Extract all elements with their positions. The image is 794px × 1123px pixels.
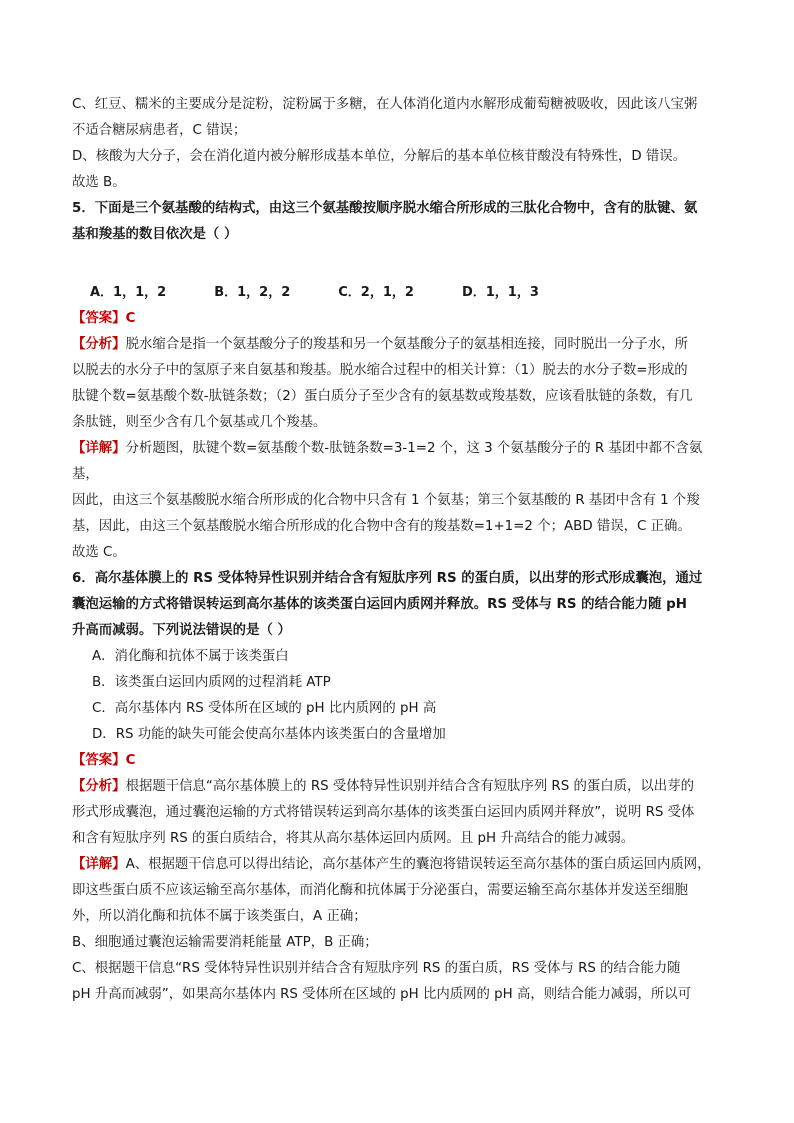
q6-detail-line6: pH 升高而减弱”，如果高尔基体内 RS 受体所在区域的 pH 比内质网的 pH 高，则结合能力减弱，所以可 <box>72 987 692 1002</box>
q6-detail-line3: 外，所以消化酶和抗体不属于该类蛋白，A 正确； <box>72 909 367 924</box>
q5-stem-line2: 基和羧基的数目依次是（ ） <box>72 227 238 242</box>
q5-detail-line3: 基，因此，由这三个氨基酸脱水缩合所形成的化合物中含有的羧基数=1+1=2 个；ABD 错误，C 正确。 <box>72 519 691 534</box>
q5-detail-line2: 因此，由这三个氨基酸脱水缩合所形成的化合物中只含有 1 个氨基；第三个氨基酸的 R 基团中含有 1 个羧 <box>72 493 700 508</box>
q6-analysis-label: 【分析】 <box>72 779 126 794</box>
structure-figure-space <box>72 248 724 274</box>
q6-option-a: A．消化酶和抗体不属于该类蛋白 <box>92 649 289 664</box>
q5-detail-text1: 分析题图，肽键个数=氨基酸个数-肽链条数=3-1=2 个，这 3 个氨基酸分子的 R 基团中都不含氨基， <box>72 441 703 482</box>
prev-option-d: D、核酸为大分子，会在消化道内被分解形成基本单位，分解后的基本单位核苷酸没有特殊性，D 错误。 <box>72 149 687 164</box>
q5-analysis-line3: 肽键个数=氨基酸个数-肽链条数；（2）蛋白质分子至少含有的氨基数或羧基数，应该看肽链的条数，有几 <box>72 389 693 404</box>
q6-stem-line2: 囊泡运输的方式将错误转运到高尔基体的该类蛋白运回内质网并释放。RS 受体与 RS 的结合能力随 pH <box>72 597 687 612</box>
q6-answer-label: 【答案】 <box>72 753 126 768</box>
q6-detail-line5: C、根据题干信息“RS 受体特异性识别并结合含有短肽序列 RS 的蛋白质，RS 受体与 RS 的结合能力随 <box>72 961 681 976</box>
document-content <box>72 92 724 1008</box>
q5-answer <box>72 306 724 332</box>
q6-analysis-line2: 形式形成囊泡，通过囊泡运输的方式将错误转运到高尔基体的该类蛋白运回内质网并释放”，说明 RS 受体 <box>72 805 695 820</box>
q5-option-b: B．1，2，2 <box>214 285 291 300</box>
q5-analysis-label: 【分析】 <box>72 337 126 352</box>
prev-choose: 故选 B。 <box>72 175 126 190</box>
q6-option-b: B．该类蛋白运回内质网的过程消耗 ATP <box>92 675 331 690</box>
q6-detail-line2: 即这些蛋白质不应该运输至高尔基体，而消化酶和抗体属于分泌蛋白，需要运输至高尔基体并发送至细胞 <box>72 883 688 898</box>
q5-answer-value: C <box>125 311 136 326</box>
q5-option-d: D．1，1，3 <box>461 285 539 300</box>
q5-option-a: A．1，1，2 <box>90 285 167 300</box>
q5-analysis-line1 <box>72 332 724 358</box>
q5-analysis-text1: 脱水缩合是指一个氨基酸分子的羧基和另一个氨基酸分子的氨基相连接，同时脱出一分子水，所 <box>125 337 688 352</box>
q6-stem-line1: 6．高尔基体膜上的 RS 受体特异性识别并结合含有短肽序列 RS 的蛋白质，以出芽的形式形成囊泡，通过 <box>72 571 703 586</box>
q6-answer-value: C <box>125 753 136 768</box>
q5-answer-label: 【答案】 <box>72 311 126 326</box>
q5-choose: 故选 C。 <box>72 545 126 560</box>
q6-option-d: D．RS 功能的缺失可能会使高尔基体内该类蛋白的含量增加 <box>92 727 446 742</box>
q6-answer <box>72 748 724 774</box>
q5-option-c: C．2，1，2 <box>338 285 414 300</box>
q6-detail-label: 【详解】 <box>72 857 126 872</box>
q6-detail-text1: A、根据题干信息可以得出结论，高尔基体产生的囊泡将错误转运至高尔基体的蛋白质运回内质网， <box>125 857 711 872</box>
q5-analysis-line4: 条肽链，则至少含有几个氨基或几个羧基。 <box>72 415 327 430</box>
q6-stem-line3: 升高而减弱。下列说法错误的是（ ） <box>72 623 291 638</box>
q6-detail-line1 <box>72 852 724 878</box>
q5-detail-line1 <box>72 436 724 488</box>
q6-analysis-line1 <box>72 774 724 800</box>
prev-option-c-line1: C、红豆、糯米的主要成分是淀粉，淀粉属于多糖，在人体消化道内水解形成葡萄糖被吸收，因此该八宝粥 <box>72 97 698 112</box>
prev-option-c-line2: 不适合糖尿病患者，C 错误； <box>72 123 247 138</box>
q5-options <box>90 280 724 306</box>
q6-option-c: C．高尔基体内 RS 受体所在区域的 pH 比内质网的 pH 高 <box>92 701 437 716</box>
q6-analysis-text1: 根据题干信息“高尔基体膜上的 RS 受体特异性识别并结合含有短肽序列 RS 的蛋白质，以出芽的 <box>125 779 694 794</box>
q5-detail-label: 【详解】 <box>72 441 126 456</box>
q6-detail-line4: B、细胞通过囊泡运输需要消耗能量 ATP，B 正确； <box>72 935 378 950</box>
q6-analysis-line3: 和含有短肽序列 RS 的蛋白质结合，将其从高尔基体运回内质网。且 pH 升高结合的能力减弱。 <box>72 831 635 846</box>
q5-stem-line1: 5．下面是三个氨基酸的结构式，由这三个氨基酸按顺序脱水缩合所形成的三肽化合物中，含有的肽键、氨 <box>72 201 698 216</box>
q5-analysis-line2: 以脱去的水分子中的氢原子来自氨基和羧基。脱水缩合过程中的相关计算：（1）脱去的水分子数=形成的 <box>72 363 688 378</box>
